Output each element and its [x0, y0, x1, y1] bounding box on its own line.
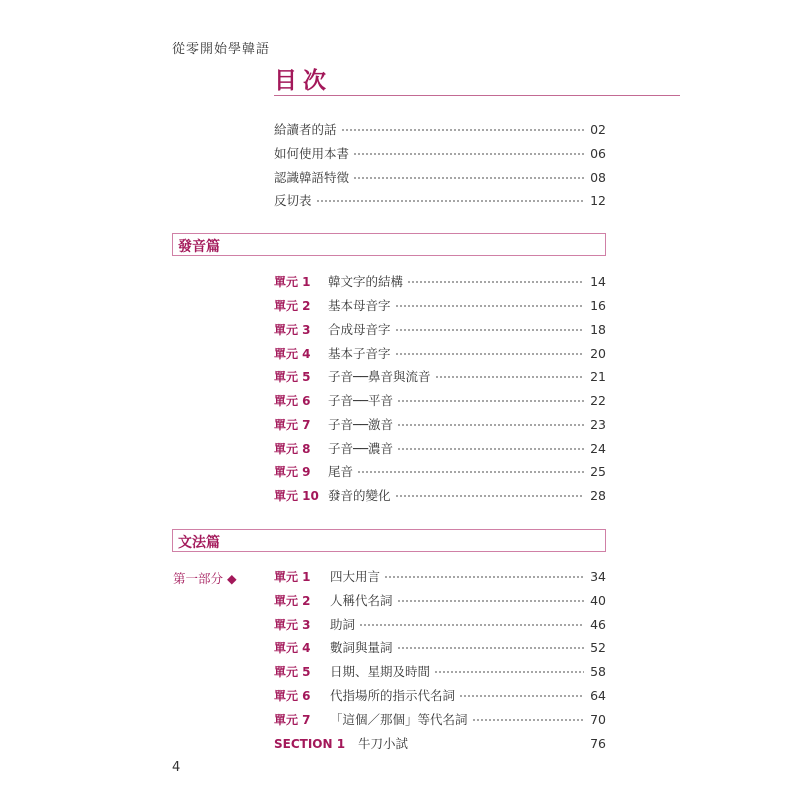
entry-title: 助詞: [330, 617, 356, 632]
entry-title: 「這個／那個」等代名詞: [330, 712, 468, 727]
entry-title: 牛刀小試: [358, 736, 409, 751]
unit-label: 單元 1: [274, 570, 311, 584]
toc-entry-unit: [274, 486, 606, 506]
dot-leader: [434, 670, 584, 674]
entry-title: 如何使用本書: [274, 146, 350, 161]
entry-title: 數詞與量詞: [330, 640, 393, 655]
toc-heading: 目次: [274, 68, 332, 94]
entry-page: 18: [590, 322, 606, 337]
entry-page: 08: [590, 170, 606, 185]
entry-title: 認識韓語特徵: [274, 170, 350, 185]
dot-leader: [341, 128, 584, 132]
toc-entry-unit: [274, 415, 606, 435]
entry-page: 16: [590, 298, 606, 313]
dot-leader: [397, 399, 584, 403]
heading-rule: [274, 95, 680, 96]
toc-entry-unit: [274, 320, 606, 340]
toc-entry-unit: [274, 686, 606, 706]
unit-label: 單元 5: [274, 665, 311, 679]
dot-leader: [407, 280, 584, 284]
entry-page: 21: [590, 369, 606, 384]
dot-leader: [357, 470, 584, 474]
entry-page: 24: [590, 441, 606, 456]
unit-label: SECTION 1: [274, 737, 346, 751]
entry-title: 發音的變化: [328, 488, 391, 503]
toc-entry-front-3: [274, 168, 606, 188]
toc-entry-unit: [274, 662, 606, 682]
dot-leader: [316, 199, 584, 203]
dot-leader: [397, 423, 584, 427]
section-header-pronunciation: [172, 233, 606, 256]
section-title: 發音篇: [178, 239, 220, 255]
section-title: 文法篇: [178, 535, 220, 551]
entry-page: 40: [590, 593, 606, 608]
dot-leader: [395, 352, 584, 356]
toc-entry-unit: [274, 462, 606, 482]
entry-title: 合成母音字: [328, 322, 391, 337]
toc-entry-unit: [274, 567, 606, 587]
entry-title: 代指場所的指示代名詞: [330, 688, 456, 703]
unit-label: 單元 9: [274, 465, 311, 479]
entry-title: 反切表: [274, 193, 312, 208]
unit-label: 單元 3: [274, 323, 311, 337]
unit-label: 單元 6: [274, 394, 311, 408]
entry-page: 22: [590, 393, 606, 408]
unit-label: 單元 8: [274, 442, 311, 456]
toc-entry-unit: [274, 367, 606, 387]
unit-label: 單元 3: [274, 618, 311, 632]
toc-entry-unit: [274, 615, 606, 635]
toc-entry-unit: [274, 710, 606, 730]
toc-entry-front-2: [274, 144, 606, 164]
toc-entry-front-1: [274, 120, 606, 140]
entry-title: 子音──濃音: [328, 441, 394, 456]
dot-leader: [395, 494, 584, 498]
entry-page: 20: [590, 346, 606, 361]
unit-label: 單元 10: [274, 489, 319, 503]
toc-entry-unit: [274, 391, 606, 411]
entry-title: 尾音: [328, 464, 354, 479]
entry-title: 人稱代名詞: [330, 593, 393, 608]
dot-leader: [395, 328, 584, 332]
dot-leader: [435, 375, 584, 379]
unit-label: 單元 6: [274, 689, 311, 703]
entry-page: 28: [590, 488, 606, 503]
toc-entry-front-4: [274, 191, 606, 211]
dot-leader: [459, 694, 584, 698]
dot-leader: [353, 152, 584, 156]
unit-label: 單元 7: [274, 418, 311, 432]
entry-page: 64: [590, 688, 606, 703]
book-title: 從零開始學韓語: [172, 42, 271, 57]
entry-page: 52: [590, 640, 606, 655]
unit-label: 單元 5: [274, 370, 311, 384]
toc-entry-unit: [274, 439, 606, 459]
entry-page: 34: [590, 569, 606, 584]
dot-leader: [397, 599, 584, 603]
unit-label: 單元 7: [274, 713, 311, 727]
entry-title: 基本母音字: [328, 298, 391, 313]
dot-leader: [384, 575, 584, 579]
unit-label: 單元 1: [274, 275, 311, 289]
dot-leader: [353, 176, 584, 180]
entry-title: 基本子音字: [328, 346, 391, 361]
unit-label: 單元 4: [274, 641, 311, 655]
unit-label: 單元 2: [274, 594, 311, 608]
section-header-grammar: [172, 529, 606, 552]
entry-page: 02: [590, 122, 606, 137]
entry-page: 58: [590, 664, 606, 679]
dot-leader: [397, 447, 584, 451]
entry-title: 韓文字的結構: [328, 274, 404, 289]
toc-entry-unit: [274, 591, 606, 611]
dot-leader: [395, 304, 584, 308]
dot-leader: [397, 646, 584, 650]
entry-page: 12: [590, 193, 606, 208]
entry-title: 給讀者的話: [274, 122, 337, 137]
entry-title: 四大用言: [330, 569, 381, 584]
entry-page: 25: [590, 464, 606, 479]
toc-entry-section-quiz: [274, 734, 606, 754]
entry-page: 14: [590, 274, 606, 289]
entry-title: 子音──鼻音與流音: [328, 369, 431, 384]
toc-entry-unit: [274, 638, 606, 658]
entry-page: 23: [590, 417, 606, 432]
toc-entry-unit: [274, 344, 606, 364]
entry-title: 日期、星期及時間: [330, 664, 431, 679]
entry-title: 子音──激音: [328, 417, 394, 432]
entry-page: 76: [590, 736, 606, 751]
entry-page: 06: [590, 146, 606, 161]
entry-page: 46: [590, 617, 606, 632]
page-number: 4: [172, 760, 181, 775]
part-label: 第一部分 ◆: [173, 571, 237, 586]
entry-title: 子音──平音: [328, 393, 394, 408]
dot-leader: [472, 718, 584, 722]
dot-leader: [359, 623, 584, 627]
unit-label: 單元 2: [274, 299, 311, 313]
toc-entry-unit: [274, 296, 606, 316]
unit-label: 單元 4: [274, 347, 311, 361]
toc-entry-unit: [274, 272, 606, 292]
entry-page: 70: [590, 712, 606, 727]
